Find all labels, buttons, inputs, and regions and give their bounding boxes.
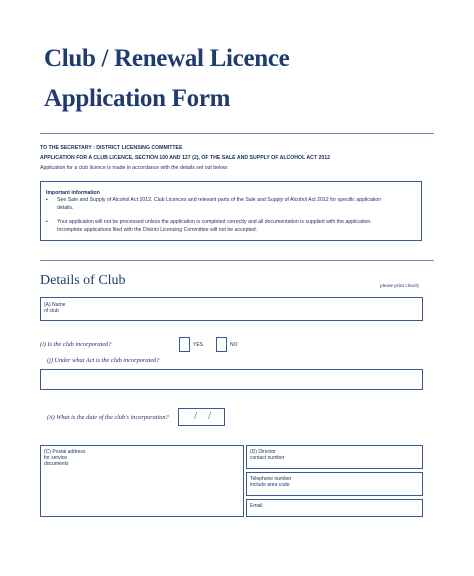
director-contact-field[interactable] [246,445,423,469]
incorporation-date-field[interactable] [178,408,225,426]
yes-checkbox[interactable] [179,337,190,352]
info-bullet-1: See Sale and Supply of Alcohol Act 2012, Club Licences and relevant parts of the Sale and Supply of Alcohol Act 2012 for specific application details. [57,197,382,211]
date-question: (ii) What is the date of the club's incorporation? [47,414,169,421]
title-divider [40,133,434,134]
no-label: NO [230,342,238,348]
postal-address-label: (C) Postal address for service documents [44,449,86,467]
important-info-box [40,181,422,241]
postal-address-field[interactable] [40,445,244,517]
date-separator-2: / [208,410,212,422]
section-divider [40,260,434,261]
no-checkbox[interactable] [216,337,227,352]
director-contact-label: (D) Director contact number [250,449,285,461]
act-question: (j) Under what Act is the club incorporated? [47,357,160,364]
secretary-line: TO THE SECRETARY : DISTRICT LICENSING COMMITTEE [40,145,183,151]
print-note: please print clearly [380,283,420,289]
telephone-label: Telephone number include area code [250,476,292,488]
club-name-label: (A) Name of club [44,302,66,314]
act-field[interactable] [40,369,423,390]
date-separator-1: / [194,410,198,422]
section-title: Details of Club [40,273,126,288]
email-field[interactable] [246,499,423,517]
info-heading: Important information [46,190,100,196]
accordance-line: Application for a club licence is made in accordance with the details set out below: [40,165,229,171]
club-name-field[interactable] [40,297,423,321]
incorporated-question: (i) Is the club incorporated? [40,341,112,348]
bullet-icon: • [46,219,48,225]
application-line: APPLICATION FOR A CLUB LICENCE, SECTION 100 AND 127 (2), OF THE SALE AND SUPPLY OF ALCOHOL ACT 2012 [40,155,331,161]
telephone-field[interactable] [246,472,423,496]
form-title-line1: Club / Renewal Licence [44,45,290,72]
email-label: Email [250,503,263,509]
bullet-icon: • [46,197,48,203]
yes-label: YES [193,342,204,348]
form-title-line2: Application Form [44,85,231,112]
info-bullet-2: Your application will not be processed unless the application is completed correctly and all documentation is supplied with the application. Incomplete applications filed with the District Licensing Committee will not be accepted. [57,219,372,233]
